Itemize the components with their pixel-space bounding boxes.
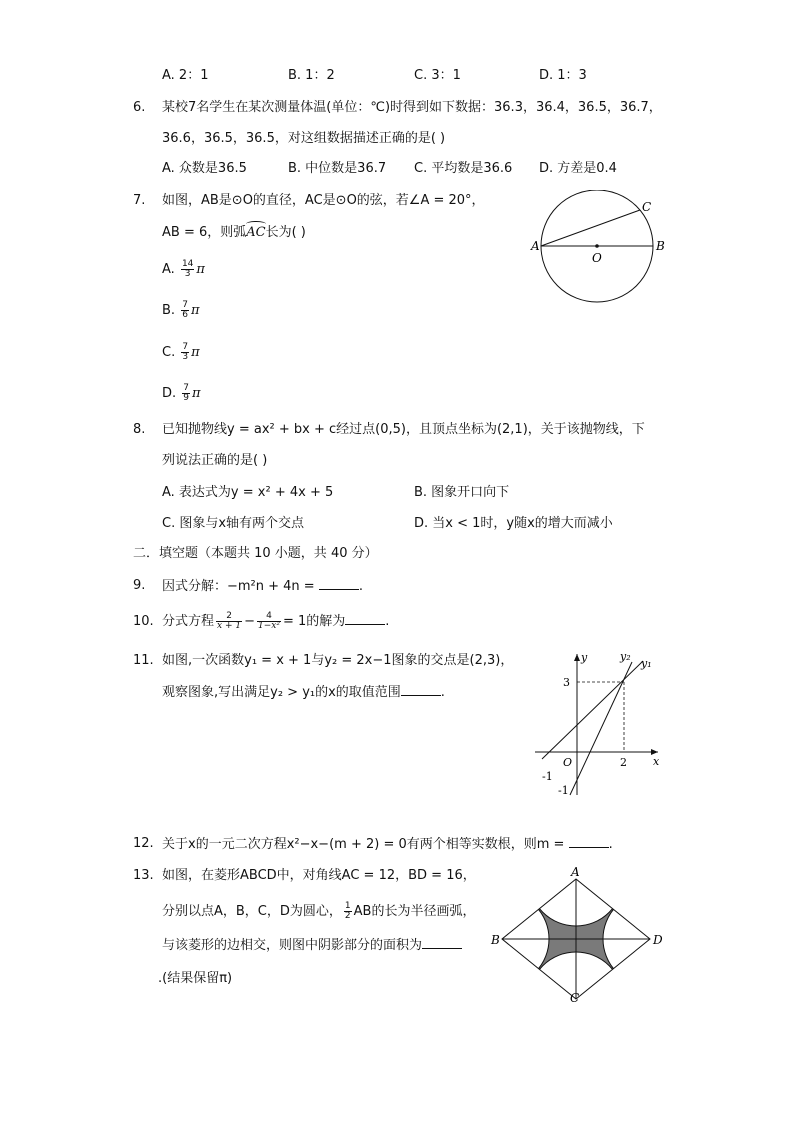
q7-option-c-fraction	[181, 343, 189, 362]
q10-prefix: 分式方程	[162, 614, 215, 629]
y-axis-arrow	[574, 654, 580, 661]
q8-option-d: D. 当x < 1时，y随x的增大而减小	[414, 516, 613, 531]
q8-option-c: C. 图象与x轴有两个交点	[162, 516, 305, 531]
origin-label: O	[563, 756, 573, 769]
q9-answer-blank[interactable]	[319, 577, 359, 590]
q13-line1: 如图，在菱形ABCD中，对角线AC = 12，BD = 16，	[162, 868, 476, 883]
q10-fraction-1	[216, 612, 242, 631]
q12-text	[162, 835, 613, 854]
minus-sign: −	[244, 614, 255, 629]
q5-option-b: B. 1：2	[288, 68, 335, 83]
y-axis-label: y	[581, 651, 588, 664]
q7-line2-post: 长为( )	[265, 225, 306, 240]
q12-prompt: 关于x的一元二次方程x²−x−(m + 2) = 0有两个相等实数根，则m =	[162, 837, 569, 852]
numerator: 7	[182, 342, 189, 352]
q7-option-b	[162, 301, 199, 320]
q7-circle-figure	[530, 190, 670, 310]
tick-label-neg1-x: -1	[542, 770, 553, 783]
label-c: C	[570, 991, 580, 1005]
x-axis-label: x	[653, 755, 660, 768]
q5-option-c: C. 3：1	[414, 68, 461, 83]
q6-option-b: B. 中位数是36.7	[288, 161, 387, 176]
q7-line2	[162, 224, 306, 242]
q13-prompt: 与该菱形的边相交，则图中阴影部分的面积为	[162, 938, 423, 953]
pi-symbol: π	[196, 262, 205, 277]
denominator: 3	[184, 269, 191, 279]
q8-option-a: A. 表达式为y = x² + 4x + 5	[162, 485, 334, 500]
numerator: 2	[216, 612, 242, 622]
label-c: C	[642, 200, 652, 214]
q8-line2: 列说法正确的是( )	[162, 453, 268, 468]
q10-period: .	[385, 614, 390, 629]
q11-prompt: 观察图象,写出满足y₂ > y₁的x的取值范围	[162, 685, 401, 700]
q7-number: 7.	[133, 193, 146, 208]
denominator: 1−x²	[258, 621, 280, 631]
pi-symbol: π	[192, 386, 201, 401]
q7-option-a-label: A.	[162, 262, 175, 277]
q13-half-fraction	[344, 902, 352, 921]
label-a: A	[571, 866, 580, 879]
q7-option-a-fraction	[181, 260, 194, 279]
center-point	[595, 244, 599, 248]
q7-option-d-label: D.	[162, 386, 177, 401]
numerator: 1	[344, 901, 351, 911]
q9-text	[162, 577, 363, 596]
q13-line2-prefix: 分别以点A，B，C，D为圆心，	[162, 904, 342, 919]
section-heading-fill-blank: 二．填空题（本题共 10 小题，共 40 分）	[133, 546, 378, 561]
q10-fraction-2	[257, 612, 281, 631]
label-o: O	[592, 251, 602, 265]
pi-symbol: π	[190, 303, 200, 318]
q7-option-c-label: C.	[162, 345, 176, 360]
q11-line1: 如图,一次函数y₁ = x + 1与y₂ = 2x−1图象的交点是(2,3)，	[162, 653, 514, 668]
q9-period: .	[358, 579, 363, 594]
q9-prompt: 因式分解：−m²n + 4n =	[162, 579, 319, 594]
q12-answer-blank[interactable]	[569, 835, 609, 848]
q7-option-d-fraction	[182, 384, 190, 403]
q6-line1: 某校7名学生在某次测量体温(单位：℃)时得到如下数据：36.3，36.4，36.5，36.7，	[162, 100, 662, 115]
chord-ac	[541, 210, 640, 246]
q11-number: 11.	[133, 653, 154, 668]
pi-symbol: π	[191, 345, 200, 360]
q13-line2-suffix: AB的长为半径画弧，	[353, 904, 476, 919]
q7-option-b-fraction	[181, 301, 189, 320]
label-b: B	[491, 933, 500, 947]
label-y2: y₂	[620, 650, 631, 663]
q7-option-b-label: B.	[162, 303, 176, 318]
q10-number: 10.	[133, 614, 154, 629]
q13-answer-blank[interactable]	[422, 936, 462, 949]
q8-option-b: B. 图象开口向下	[414, 485, 510, 500]
q12-number: 12.	[133, 836, 154, 851]
tick-label-2: 2	[620, 756, 627, 769]
q6-option-c: C. 平均数是36.6	[414, 161, 513, 176]
denominator: 2	[344, 911, 351, 921]
numerator: 4	[257, 612, 281, 622]
label-y1: y₁	[641, 657, 652, 670]
q7-line1: 如图，AB是⊙O的直径，AC是⊙O的弦，若∠A = 20°，	[162, 193, 485, 208]
q7-arc-ac: AC	[246, 225, 266, 240]
q10-suffix: = 1的解为	[282, 614, 346, 629]
q11-line2	[162, 683, 445, 702]
numerator: 14	[181, 259, 194, 269]
q8-line1: 已知抛物线y = ax² + bx + c经过点(0,5)，且顶点坐标为(2,1)，关于该抛物线，下	[162, 422, 645, 437]
label-a: A	[531, 239, 540, 253]
denominator: 9	[183, 393, 190, 403]
q12-period: .	[608, 837, 613, 852]
q13-line3	[162, 936, 462, 955]
q11-answer-blank[interactable]	[401, 683, 441, 696]
q13-line4: .(结果保留π)	[158, 971, 233, 986]
tick-label-neg1-y: -1	[558, 784, 569, 797]
q10-text	[162, 610, 389, 634]
q9-number: 9.	[133, 578, 146, 593]
q6-option-a: A. 众数是36.5	[162, 161, 247, 176]
q7-option-d	[162, 384, 201, 403]
q13-number: 13.	[133, 868, 154, 883]
q7-option-c	[162, 343, 200, 362]
q5-option-d: D. 1：3	[539, 68, 587, 83]
numerator: 7	[183, 383, 190, 393]
q11-period: .	[440, 685, 445, 700]
denominator: x + 1	[217, 621, 242, 631]
q6-option-d: D. 方差是0.4	[539, 161, 617, 176]
tick-label-3: 3	[563, 676, 570, 689]
q6-number: 6.	[133, 100, 146, 115]
q7-line2-pre: AB = 6，则弧	[162, 225, 247, 240]
q7-option-a	[162, 260, 205, 279]
q13-rhombus-figure	[490, 866, 670, 1006]
q10-answer-blank[interactable]	[345, 612, 385, 625]
label-d: D	[653, 933, 663, 947]
q11-function-graph	[530, 645, 670, 805]
denominator: 3	[182, 352, 189, 362]
q8-number: 8.	[133, 422, 146, 437]
q5-option-a: A. 2：1	[162, 68, 209, 83]
label-b: B	[656, 239, 665, 253]
q13-line2	[162, 900, 475, 924]
q6-line2: 36.6，36.5，36.5，对这组数据描述正确的是( )	[162, 131, 446, 146]
numerator: 7	[182, 300, 188, 310]
denominator: 6	[182, 310, 188, 320]
line-y1	[542, 661, 643, 759]
